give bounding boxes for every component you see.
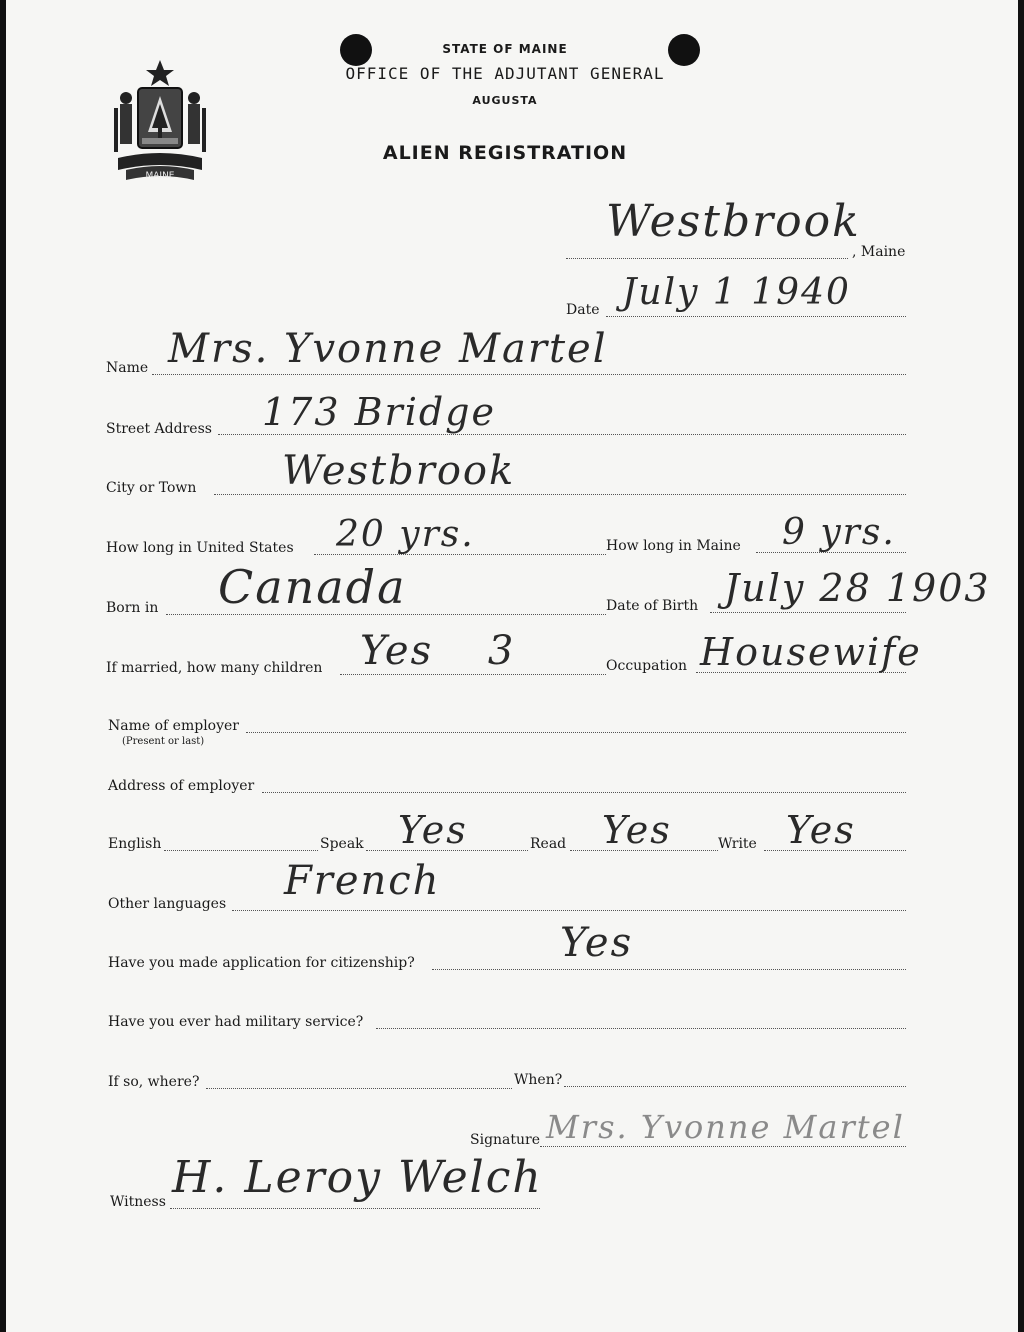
city-value: Westbrook — [282, 448, 516, 494]
date-line — [606, 316, 906, 317]
form-title: ALIEN REGISTRATION — [382, 142, 628, 164]
when-line — [564, 1086, 906, 1087]
street-address-value: 173 Bridge — [262, 390, 496, 434]
employer-name-label: Name of employer — [108, 718, 239, 734]
how-long-maine-label: How long in Maine — [606, 538, 741, 554]
witness-line — [170, 1208, 540, 1209]
employer-name-line — [246, 732, 906, 733]
born-in-value: Canada — [218, 560, 407, 614]
employer-note: (Present or last) — [122, 736, 205, 747]
married-label: If married, how many children — [106, 660, 323, 676]
street-address-label: Street Address — [106, 421, 212, 437]
military-label: Have you ever had military service? — [108, 1014, 364, 1030]
date-of-birth-line — [710, 612, 906, 613]
speak-value: Yes — [398, 808, 468, 852]
read-label: Read — [530, 836, 567, 852]
if-so-where-label: If so, where? — [108, 1074, 200, 1090]
how-long-us-label: How long in United States — [106, 540, 294, 556]
other-languages-value: French — [284, 858, 441, 904]
city-line — [214, 494, 906, 495]
citizenship-line — [432, 969, 906, 970]
maine-state-seal-icon — [108, 58, 212, 182]
read-value: Yes — [602, 808, 672, 852]
signature-label: Signature — [470, 1132, 541, 1148]
witness-label: Witness — [110, 1194, 166, 1210]
other-languages-line — [232, 910, 906, 911]
name-line — [152, 374, 906, 375]
date-of-birth-label: Date of Birth — [606, 598, 699, 614]
town-line — [566, 258, 848, 259]
scan-edge-left — [0, 0, 6, 1332]
date-label: Date — [566, 302, 600, 318]
other-languages-label: Other languages — [108, 896, 227, 912]
signature-line — [540, 1146, 906, 1147]
seal-text: MAINE — [145, 171, 175, 181]
how-long-us-value: 20 yrs. — [336, 514, 475, 555]
speak-label: Speak — [320, 836, 364, 852]
maine-label: , Maine — [852, 244, 906, 260]
scan-edge-right — [1018, 0, 1024, 1332]
write-value: Yes — [786, 808, 856, 852]
header-city: AUGUSTA — [472, 94, 538, 107]
how-long-maine-value: 9 yrs. — [782, 512, 896, 553]
witness-value: H. Leroy Welch — [172, 1152, 543, 1203]
town-value: Westbrook — [606, 196, 861, 247]
english-line — [164, 850, 318, 851]
married-line — [340, 674, 606, 675]
date-value: July 1 1940 — [622, 272, 851, 313]
when-label: When? — [514, 1072, 563, 1088]
if-so-where-line — [206, 1088, 512, 1089]
citizenship-value: Yes — [560, 920, 634, 966]
military-line — [376, 1028, 906, 1029]
signature-value: Mrs. Yvonne Martel — [546, 1108, 905, 1146]
married-value: Yes 3 — [360, 628, 516, 674]
born-in-label: Born in — [106, 600, 159, 616]
occupation-value: Housewife — [700, 630, 922, 674]
city-label: City or Town — [106, 480, 197, 496]
english-label: English — [108, 836, 162, 852]
citizenship-label: Have you made application for citizenship? — [108, 955, 415, 971]
name-label: Name — [106, 360, 149, 376]
employer-address-line — [262, 792, 906, 793]
header-office: OFFICE OF THE ADJUTANT GENERAL — [345, 64, 665, 83]
born-in-line — [166, 614, 606, 615]
employer-address-label: Address of employer — [108, 778, 255, 794]
name-value: Mrs. Yvonne Martel — [168, 326, 608, 372]
write-label: Write — [718, 836, 757, 852]
street-address-line — [218, 434, 906, 435]
date-of-birth-value: July 28 1903 — [724, 566, 991, 610]
occupation-label: Occupation — [606, 658, 688, 674]
header-state: STATE OF MAINE — [442, 42, 568, 56]
